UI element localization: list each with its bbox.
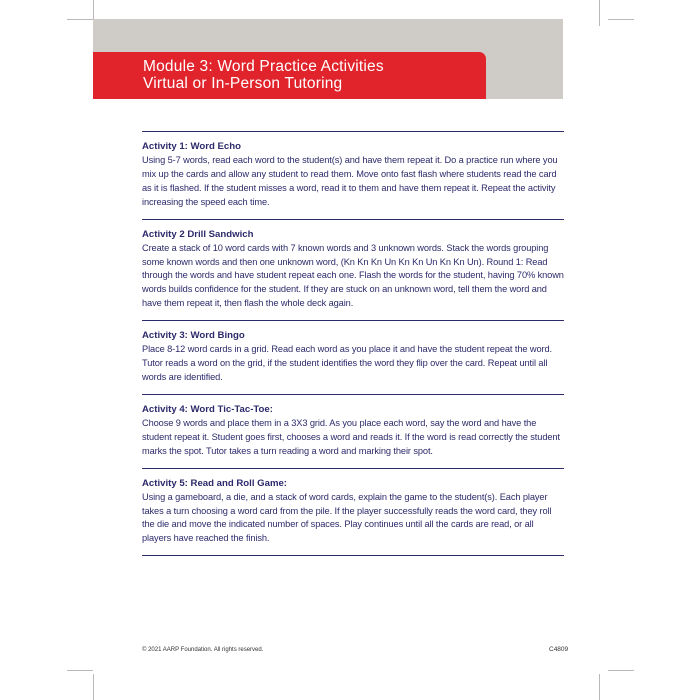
activity-3	[142, 321, 564, 394]
activity-body: Choose 9 words and place them in a 3X3 grid. As you place each word, say the word and have the student repeat it. Student goes first, chooses a word and reads it. If the word is read correctly the student marks the spot. Tutor takes a turn reading a word and marking their spot.	[142, 417, 560, 456]
copyright-notice: © 2021 AARP Foundation. All rights reserved.	[142, 647, 264, 653]
activity-title: Activity 2 Drill Sandwich	[142, 228, 254, 240]
crop-mark-bottom-right	[599, 674, 600, 700]
activity-body: Create a stack of 10 word cards with 7 known words and 3 unknown words. Stack the words grouping some known words and then one unknown word, (Kn Kn Kn Un Kn Kn Un Kn Kn Un). Round 1: Read through the words and have student repeat each one. Flash the words for the student, having 70% known words builds confidence for the student. If they are stuck on an unknown word, tell them the word and have them repeat it, then flash the whole deck again.	[142, 242, 564, 309]
crop-mark-left-bottom	[67, 670, 93, 671]
crop-mark-left-top	[67, 19, 93, 20]
activity-1	[142, 132, 564, 219]
crop-mark-top-right	[599, 0, 600, 26]
activities-list	[142, 131, 564, 556]
activity-body: Using 5-7 words, read each word to the student(s) and have them repeat it. Do a practice run where you mix up the cards and allow any student to read them. Move onto fast flash where students read the card as it is flashed. If the student misses a word, read it to them and have them repeat it. Repeat the activity increasing the speed each time.	[142, 155, 558, 207]
crop-mark-bottom-left	[93, 674, 94, 700]
crop-mark-right-bottom	[608, 670, 634, 671]
activity-title: Activity 5: Read and Roll Game:	[142, 477, 288, 489]
page-title-line1: Module 3: Word Practice Activities	[143, 58, 384, 75]
page-title-line2: Virtual or In-Person Tutoring	[143, 75, 343, 92]
activity-5	[142, 469, 564, 556]
activity-title: Activity 1: Word Echo	[142, 141, 241, 152]
activity-2	[142, 220, 564, 321]
document-code: C4809	[549, 646, 569, 653]
activity-body: Using a gameboard, a die, and a stack of word cards, explain the game to the student(s). Each player takes a turn choosing a word card from the pile. If the player successfully reads the word card, they roll the die and move the indicated number of spaces. Play continues until all the cards are read, or all players have reached the finish.	[142, 491, 552, 544]
activity-4	[142, 395, 564, 468]
page-title	[143, 58, 384, 92]
activity-title: Activity 4: Word Tic-Tac-Toe:	[142, 403, 273, 415]
crop-mark-right-top	[608, 19, 634, 20]
activity-title: Activity 3: Word Bingo	[142, 330, 245, 342]
divider	[142, 555, 564, 556]
activity-body: Place 8-12 word cards in a grid. Read each word as you place it and have the student repeat the word. Tutor reads a word on the grid, if the student identifies the word they flip over the card. Repeat until all words are identified.	[142, 344, 552, 382]
